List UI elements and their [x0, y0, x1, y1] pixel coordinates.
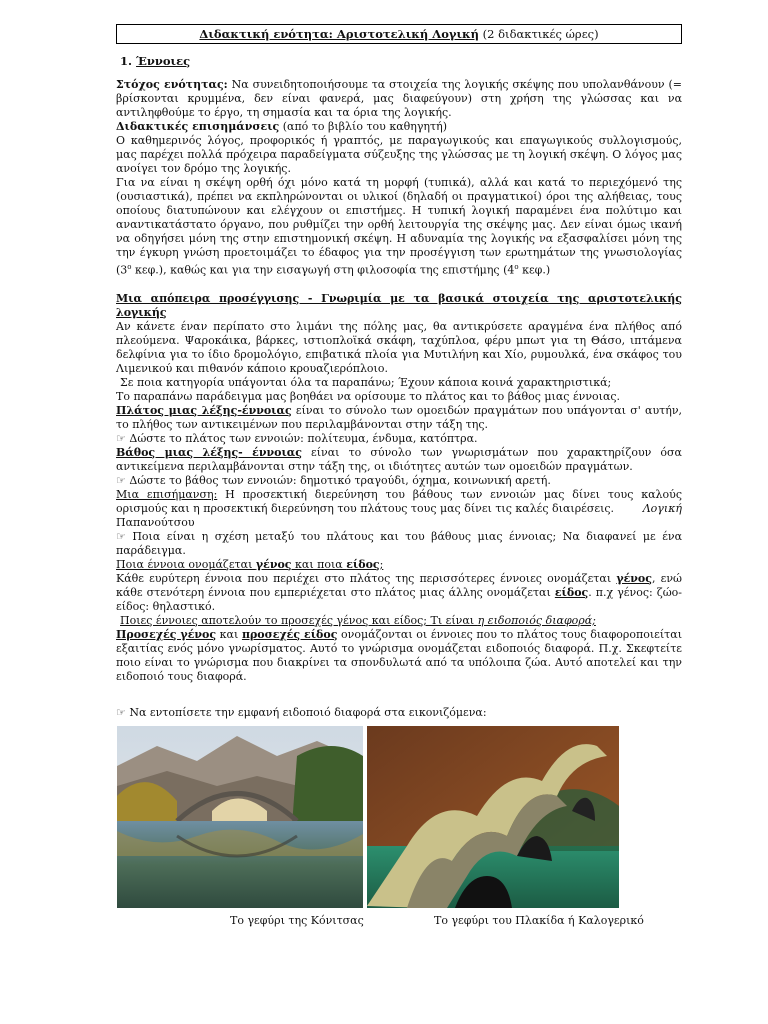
konitsa-bridge-image	[117, 726, 363, 908]
genus-definition: Κάθε ευρύτερη έννοια που περιέχει στο πλάτος της περισσότερες έννοιες ονομάζεται γένος, ενώ κάθε στενότερη έννοια που εμπεριέχεται στο πλάτος μιας άλλης ονομάζεται είδος. π.χ γένος: ζώο- είδος: θηλαστικό.	[116, 571, 682, 613]
remark-author: Παπανούτσου	[116, 515, 195, 529]
task-images: ☞ Να εντοπίσετε την εμφανή ειδοποιό διαφορά στα εικονιζόμενα:	[116, 705, 487, 719]
proximate-definition: Προσεχές γένος και προσεχές είδος ονομάζονται οι έννοιες που το πλάτος τους διαφοροποιείται εξαιτίας ενός μόνο γνωρίσματος. Αυτό το γνώρισμα ονομάζεται ειδοποιός διαφορά. Π.χ. Σκεφτείτε ποιο είναι το γνώρισμα που διακρίνει τα σπονδυλωτά από τα υπόλοιπα ζώα. Αυτό αποτελεί και την ειδοποιό τους διαφορά.	[116, 627, 683, 683]
section-title: Έννοιες	[136, 54, 191, 68]
hand-pointer-icon: ☞	[116, 473, 126, 487]
lesson-duration: (2 διδακτικές ώρες)	[482, 27, 599, 41]
notes-label: Διδακτικές επισημάνσεις	[116, 120, 280, 133]
notes-source: (από το βιβλίο του καθηγητή)	[282, 120, 447, 133]
hand-pointer-icon: ☞	[116, 431, 126, 445]
plakida-bridge-image	[367, 726, 619, 908]
plakida-bridge-photo	[367, 726, 619, 908]
example-paragraph: Το παραπάνω παράδειγμα μας βοηθάει να ορίσουμε το πλάτος και το βάθος μιας έννοιας.	[116, 389, 621, 403]
caption-konitsa: Το γεφύρι της Κόνιτσας	[230, 914, 364, 927]
lesson-title-box	[116, 24, 682, 44]
genus-question: Ποια έννοια ονομάζεται γένος και ποια είδος;	[116, 557, 384, 571]
harbor-paragraph: Αν κάνετε έναν περίπατο στο λιμάνι της πόλης μας, θα αντικρύσετε αραγμένα ένα πλήθος από πλεούμενα. Ψαροκάικα, βάρκες, ιστιοπλοϊκά σκάφη, ταχύπλοα, φέρυ μπωτ για τη Θάσο, ιπτάμενα δελφίνια για το ίδιο δρομολόγιο, επιβατικά πλοία για Μυτιλήνη και Χίο, ρυμουλκά, ένα σκάφος του Λιμενικού και πιθανόν κάποιο κρουαζιερόπλοιο.	[116, 319, 682, 375]
task-depth: ☞ Δώστε το βάθος των εννοιών: δημοτικό τραγούδι, όχημα, κοινωνική αρετή.	[116, 473, 551, 487]
notes-heading	[116, 120, 682, 134]
section-number: 1.	[120, 54, 133, 68]
depth-definition: Βάθος μιας λέξης- έννοιας είναι το σύνολο των γνωρισμάτων που χαρακτηρίζουν όσα αντικείμενα περιλαμβάνονται στην τάξη της, οι ιδιότητες αυτών των ομοειδών πραγμάτων.	[116, 445, 682, 473]
remark-paragraph: Μια επισήμανση: Η προσεκτική διερεύνηση του βάθους των εννοιών μας δίνει τους καλούς ορισμούς και η προσεκτική διερεύνηση του πλάτους τους μας δίνει τις καλές διαιρέσεις. Λογική	[116, 487, 682, 515]
goal-text: Να συνειδητοποιήσουμε τα στοιχεία της λογικής σκέψης που υπολανθάνουν (= βρίσκονται κρυμμένα, δεν είναι φανερά, μας διαφεύγουν) στη χρήση της γλώσσας και να αντιληφθούμε το έργο, τη σημασία και τα όρια της λογικής.	[116, 78, 682, 119]
width-definition: Πλάτος μιας λέξης-έννοιας είναι το σύνολο των ομοειδών πραγμάτων που υπάγονται σ' αυτήν, το πλήθος των αντικειμένων που περιλαμβάνονται στην τάξη της.	[116, 403, 682, 431]
attempt-heading: Μια απόπειρα προσέγγισης - Γνωριμία με τα βασικά στοιχεία της αριστοτελικής λογικής	[116, 291, 682, 319]
konitsa-bridge-photo	[117, 726, 363, 908]
lesson-title: Διδακτική ενότητα: Αριστοτελική Λογική	[199, 27, 480, 41]
question-relation: ☞ Ποια είναι η σχέση μεταξύ του πλάτους και του βάθους μιας έννοιας; Να διαφανεί με ένα παράδειγμα.	[116, 529, 683, 557]
task-width: ☞ Δώστε το πλάτος των εννοιών: πολίτευμα, ένδυμα, κατόπτρα.	[116, 431, 478, 445]
bridge-photos	[117, 726, 619, 908]
document-page	[116, 24, 682, 720]
hand-pointer-icon: ☞	[116, 705, 126, 719]
goal-paragraph	[116, 78, 682, 120]
question-category: Σε ποια κατηγορία υπάγονται όλα τα παραπάνω; Έχουν κάποια κοινά χαρακτηριστικά;	[120, 375, 612, 389]
caption-plakida: Το γεφύρι του Πλακίδα ή Καλογερικό	[434, 914, 644, 927]
notes-paragraph-1: Ο καθημερινός λόγος, προφορικός ή γραπτός, με παραγωγικούς και επαγωγικούς συλλογισμούς, μας παρέχει πολλά πρόχειρα παραδείγματα σύζευξης της γλώσσας με τη λογική σκέψη. Ο λόγος μας ανοίγει τον δρόμο της λογικής.	[116, 134, 682, 175]
section-heading	[120, 54, 682, 68]
proximate-question: Ποιες έννοιες αποτελούν το προσεχές γένος και είδος; Τι είναι η ειδοποιός διαφορά;	[120, 613, 596, 627]
hand-pointer-icon: ☞	[116, 529, 126, 543]
goal-label: Στόχος ενότητας:	[116, 78, 228, 91]
notes-paragraph-2: Για να είναι η σκέψη ορθή όχι μόνο κατά τη μορφή (τυπικά), αλλά και κατά το περιεχόμενό της (ουσιαστικά), πρέπει να εκπληρώνονται οι υλικοί (δηλαδή οι πραγματικοί) όροι της αλήθειας, τους οποίους διατυπώνουν και ελέγχουν οι επιστήμες. Η τυπική λογική παραμένει ένα πολύτιμο και αναντικατάστατο όργανο, που ρυθμίζει την ορθή λειτουργία της σκέψης μας. Δεν είναι όμως ικανή να οδηγήσει μόνη της στην επιστημονική σκέψη. Η αδυναμία της λογικής να εξασφαλίσει μόνη της την έγκυρη γνώση προετοιμάζει το έδαφος για την προσέγγιση των ερωτημάτων της γνωσιολογίας ($3^o$ κεφ.), καθώς και για την εισαγωγή στη φιλοσοφία της επιστήμης ($4^o$ κεφ.)	[116, 176, 682, 277]
